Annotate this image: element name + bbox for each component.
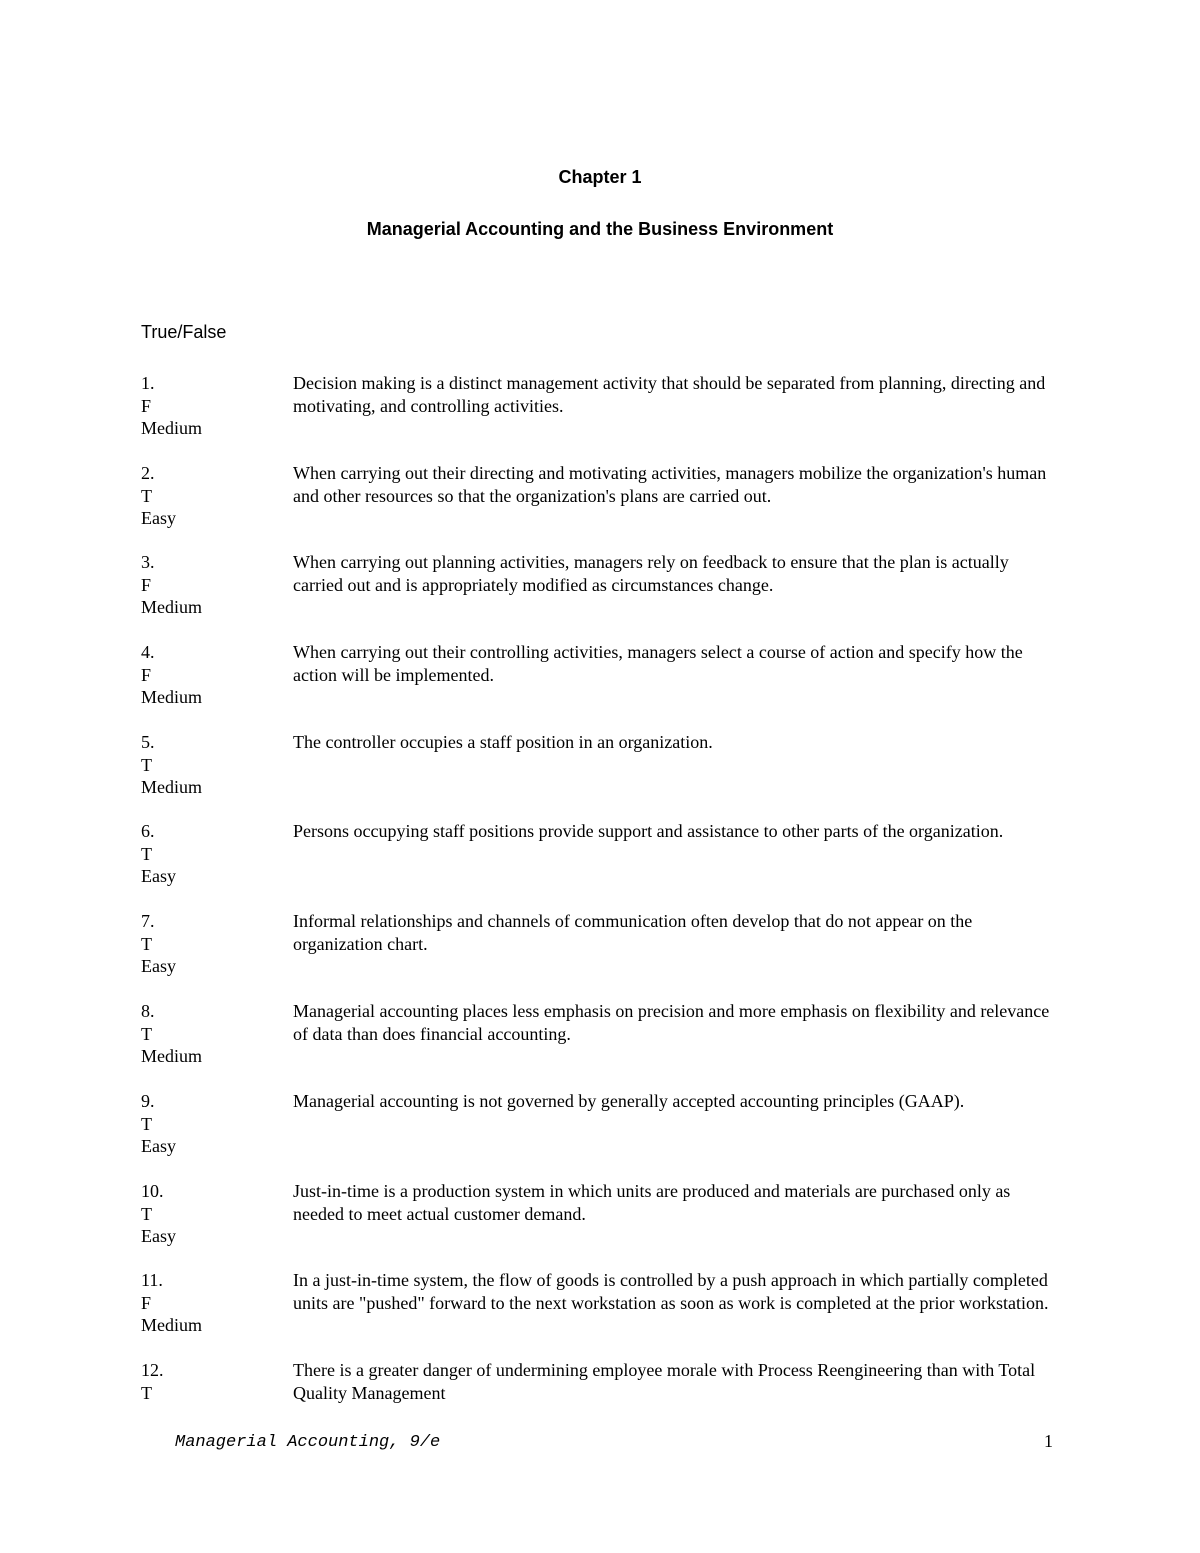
question-difficulty: Easy xyxy=(141,956,176,976)
question-difficulty: Medium xyxy=(141,1315,202,1335)
question-meta xyxy=(141,1180,281,1248)
question-answer: F xyxy=(141,1292,152,1313)
question-difficulty: Easy xyxy=(141,866,176,886)
question-meta xyxy=(141,820,281,888)
question-meta xyxy=(141,1000,281,1068)
question-answer: T xyxy=(141,1023,152,1044)
question-number: 7. xyxy=(141,911,155,931)
question-text: The controller occupies a staff position in an organization. xyxy=(293,732,713,752)
question-meta xyxy=(141,1269,281,1337)
question-number: 5. xyxy=(141,732,155,752)
question-difficulty: Easy xyxy=(141,1136,176,1156)
question-difficulty: Medium xyxy=(141,777,202,797)
question-meta xyxy=(141,1359,281,1404)
question-meta xyxy=(141,731,281,799)
question-number: 9. xyxy=(141,1091,155,1111)
question-answer: T xyxy=(141,1382,152,1403)
question-number: 4. xyxy=(141,642,155,662)
question-number: 8. xyxy=(141,1001,155,1021)
question-answer: F xyxy=(141,664,152,685)
question-answer: T xyxy=(141,933,152,954)
question-meta xyxy=(141,462,281,530)
question-difficulty: Medium xyxy=(141,1046,202,1066)
question-answer: T xyxy=(141,485,152,506)
question-meta xyxy=(141,910,281,978)
page-number: 1 xyxy=(1044,1431,1053,1451)
question-text: Persons occupying staff positions provide support and assistance to other parts of the organization. xyxy=(293,821,1004,841)
chapter-title: Managerial Accounting and the Business Environment xyxy=(366,219,834,239)
question-answer: T xyxy=(141,754,152,775)
question-number: 2. xyxy=(141,463,155,483)
question-number: 1. xyxy=(141,373,155,393)
section-heading: True/False xyxy=(141,322,227,342)
question-answer: T xyxy=(141,1113,152,1134)
footer-book-title: Managerial Accounting, 9/e xyxy=(175,1433,441,1452)
question-text: When carrying out their controlling activities, managers select a course of action and specify how the action will be implemented. xyxy=(293,642,1023,685)
question-difficulty: Easy xyxy=(141,508,176,528)
question-difficulty: Easy xyxy=(141,1226,176,1246)
question-meta xyxy=(141,551,281,619)
question-text: In a just-in-time system, the flow of goods is controlled by a push approach in which partially completed units are "pushed" forward to the next workstation as soon as work is completed at the prior workstation. xyxy=(293,1270,1049,1313)
question-answer: T xyxy=(141,1203,152,1224)
question-difficulty: Medium xyxy=(141,687,202,707)
question-number: 10. xyxy=(141,1181,164,1201)
question-text: Just-in-time is a production system in which units are produced and materials are purchased only as needed to meet actual customer demand. xyxy=(293,1181,1011,1224)
chapter-heading: Chapter 1 xyxy=(558,167,642,187)
question-answer: T xyxy=(141,843,152,864)
question-text: Managerial accounting places less emphasis on precision and more emphasis on flexibility and relevance of data than does financial accounting. xyxy=(293,1001,1050,1044)
question-number: 12. xyxy=(141,1360,164,1380)
question-meta xyxy=(141,1090,281,1158)
question-meta xyxy=(141,641,281,709)
question-number: 6. xyxy=(141,821,155,841)
question-text: When carrying out planning activities, managers rely on feedback to ensure that the plan is actually carried out and is appropriately modified as circumstances change. xyxy=(293,552,1009,595)
question-text: Informal relationships and channels of communication often develop that do not appear on the organization chart. xyxy=(293,911,973,954)
question-text: Managerial accounting is not governed by generally accepted accounting principles (GAAP). xyxy=(293,1091,965,1111)
question-answer: F xyxy=(141,395,152,416)
question-difficulty: Medium xyxy=(141,418,202,438)
question-text: Decision making is a distinct management activity that should be separated from planning, directing and motivating, and controlling activities. xyxy=(293,373,1046,416)
question-number: 11. xyxy=(141,1270,163,1290)
question-text: When carrying out their directing and motivating activities, managers mobilize the organization's human and other resources so that the organization's plans are carried out. xyxy=(293,463,1047,506)
question-text: There is a greater danger of undermining employee morale with Process Reengineering than with Total Quality Management xyxy=(293,1360,1036,1403)
question-number: 3. xyxy=(141,552,155,572)
question-meta xyxy=(141,372,281,440)
question-difficulty: Medium xyxy=(141,597,202,617)
question-answer: F xyxy=(141,574,152,595)
